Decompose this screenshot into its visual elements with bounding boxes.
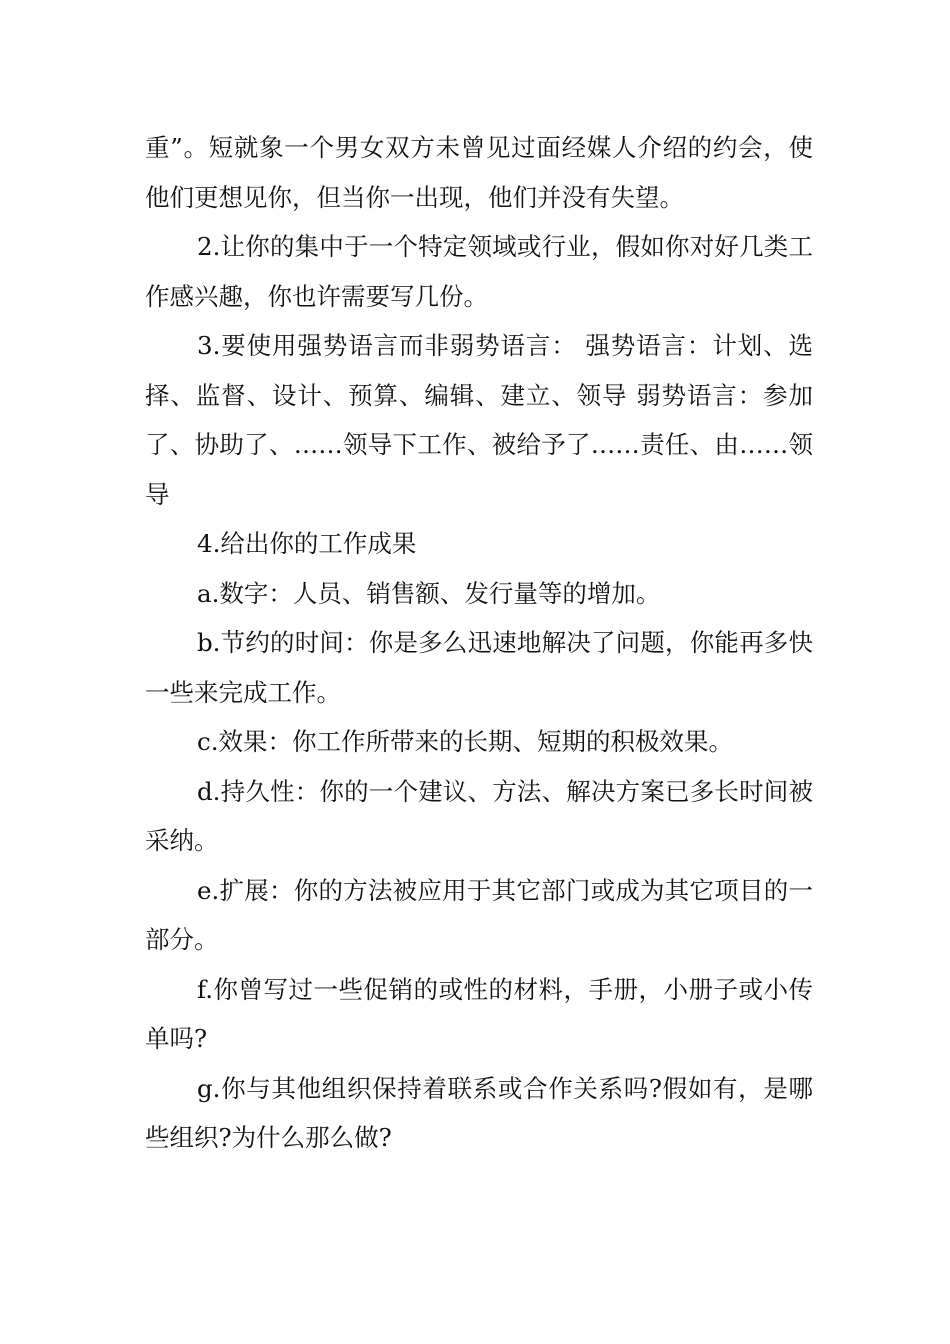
- paragraph-item-3: 3.要使用强势语言而非弱势语言： 强势语言：计划、选择、监督、设计、预算、编辑、建立、领导 弱势语言：参加了、协助了、……领导下工作、被给予了……责任、由……领导: [145, 331, 813, 509]
- paragraph-item-c: c.效果：你工作所带来的长期、短期的积极效果。: [197, 727, 734, 756]
- paragraph-item-f: f.你曾写过一些促销的或性的材料，手册，小册子或小传单吗?: [145, 974, 813, 1053]
- paragraph-item-a: a.数字：人员、销售额、发行量等的增加。: [197, 578, 661, 608]
- paragraph-item-d: d.持久性：你的一个建议、方法、解决方案已多长时间被采纳。: [145, 776, 813, 855]
- paragraph-item-4: 4.给出你的工作成果: [197, 529, 417, 558]
- paragraph-item-e: e.扩展：你的方法被应用于其它部门或成为其它项目的一部分。: [145, 875, 813, 954]
- paragraph-item-2: 2.让你的集中于一个特定领域或行业，假如你对好几类工作感兴趣，你也许需要写几份。: [145, 232, 813, 311]
- paragraph-item-b: b.节约的时间：你是多么迅速地解决了问题，你能再多快一些来完成工作。: [145, 628, 813, 707]
- document-body: [145, 123, 813, 1163]
- paragraph-continuation: 重”。短就象一个男女双方未曾见过面经媒人介绍的约会，使他们更想见你，但当你一出现，他们并没有失望。: [145, 133, 813, 212]
- paragraph-item-g: g.你与其他组织保持着联系或合作关系吗?假如有，是哪些组织?为什么那么做?: [145, 1073, 813, 1152]
